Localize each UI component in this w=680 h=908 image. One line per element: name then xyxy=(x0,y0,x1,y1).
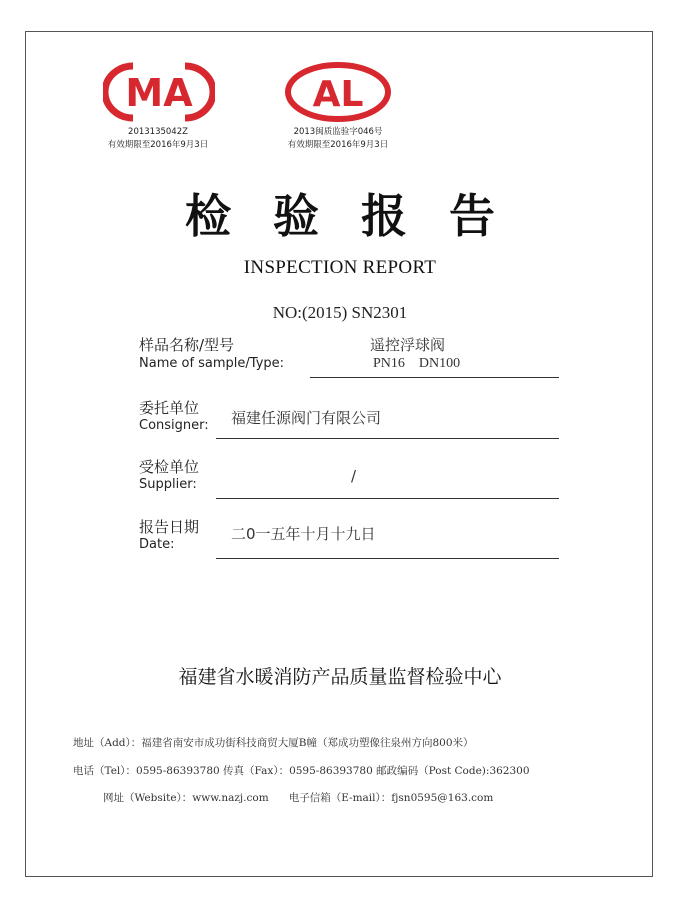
supplier-underline xyxy=(216,498,559,499)
contact-web-email: 网址（Website）：www.nazj.com 电子信箱（E-mail）：fjsn0595@163.com xyxy=(103,792,494,804)
report-title-cn: 检验报告 xyxy=(185,189,537,243)
supplier-label-en: Supplier: xyxy=(139,477,197,492)
report-date-value: 二0一五年十月十九日 xyxy=(231,525,376,543)
report-title-en: INSPECTION REPORT xyxy=(243,257,437,278)
cal-logo xyxy=(282,60,394,124)
date-label-cn: 报告日期 xyxy=(139,518,200,536)
issuing-center-name: 福建省水暖消防产品质量监督检验中心 xyxy=(178,666,502,688)
date-label-en: Date: xyxy=(139,537,175,552)
svg-text:AL: AL xyxy=(312,74,364,115)
cma-cert-number: 2013135042Z xyxy=(128,127,188,137)
sample-underline xyxy=(310,377,559,378)
svg-text:MA: MA xyxy=(125,71,193,115)
consigner-underline xyxy=(216,438,559,439)
supplier-label-cn: 受检单位 xyxy=(139,458,200,476)
report-number: NO:(2015) SN2301 xyxy=(272,303,408,322)
date-underline xyxy=(216,558,559,559)
sample-label-en: Name of sample/Type: xyxy=(139,356,285,371)
contact-phone-fax-post: 电话（Tel）：0595-86393780 传真（Fax）：0595-86393780 邮政编码（Post Code):362300 xyxy=(73,765,530,777)
cal-validity: 有效期限至2016年9月3日 xyxy=(287,140,389,150)
sample-type-value: PN16 DN100 xyxy=(373,356,461,371)
supplier-value: / xyxy=(351,467,357,485)
cal-cert-number: 2013闽质监验字046号 xyxy=(293,127,383,137)
document-page xyxy=(25,31,653,877)
cma-validity: 有效期限至2016年9月3日 xyxy=(107,140,209,150)
sample-name-value: 遥控浮球阀 xyxy=(370,336,446,354)
sample-label-cn: 样品名称/型号 xyxy=(139,336,235,354)
consigner-value: 福建任源阀门有限公司 xyxy=(231,409,382,427)
contact-address: 地址（Add）：福建省南安市成功街科技商贸大厦B幢（郑成功塑像往泉州方向800米） xyxy=(73,737,474,749)
cma-logo xyxy=(103,60,215,124)
consigner-label-cn: 委托单位 xyxy=(139,399,200,417)
consigner-label-en: Consigner: xyxy=(139,418,209,433)
